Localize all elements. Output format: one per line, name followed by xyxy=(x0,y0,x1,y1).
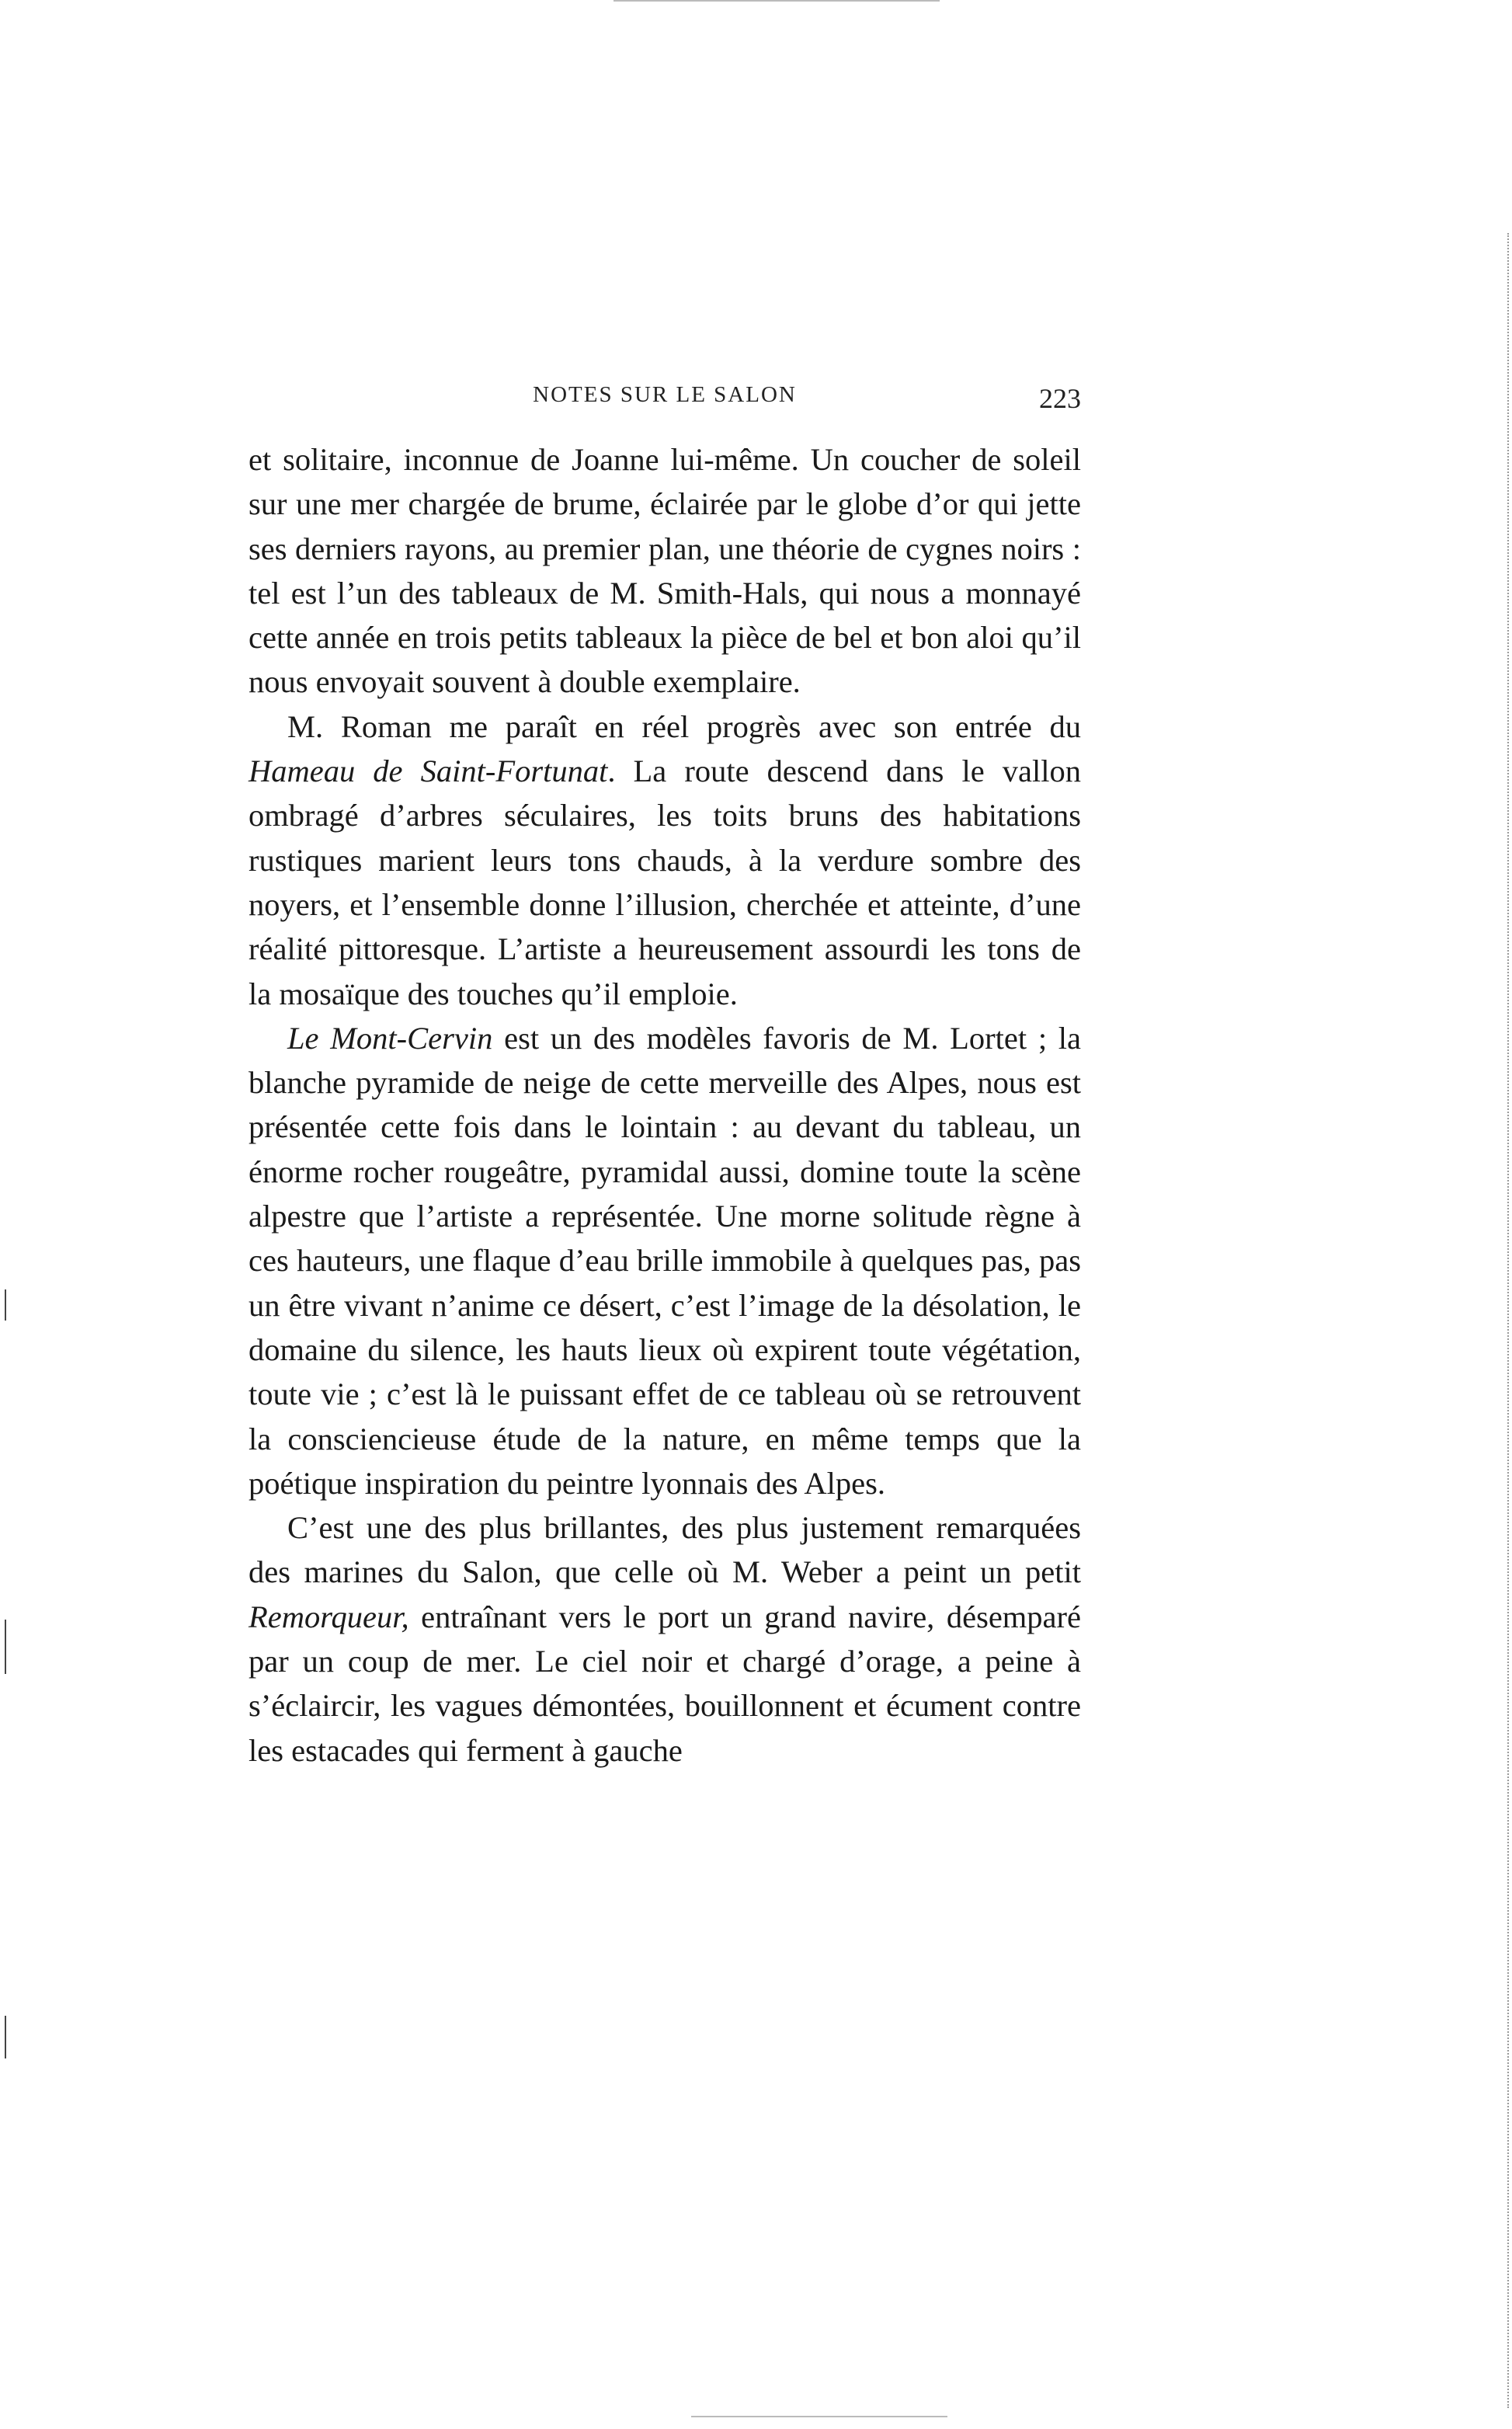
paragraph-3 xyxy=(249,1016,1081,1505)
artwork-title: Remorqueur, xyxy=(249,1599,409,1634)
paragraph-4 xyxy=(249,1505,1081,1773)
text-segment: entraînant vers le port un grand navire, désemparé par un coup de mer. Le ciel noir et chargé d’orage, a peine à s’éclaircir, les vagues démontées, bouillonnent et écument contre les estacades qui ferment à gauche xyxy=(249,1599,1081,1768)
running-title: NOTES SUR LE SALON xyxy=(533,382,797,407)
scan-mark-left-1 xyxy=(5,1289,6,1321)
artwork-title: Hameau de Saint-Fortunat xyxy=(249,753,608,789)
scan-mark-bottom xyxy=(691,2416,947,2417)
page-number: 223 xyxy=(1039,383,1081,414)
scan-mark-left-2 xyxy=(5,1620,6,1674)
scan-mark-left-3 xyxy=(5,2016,6,2058)
text-segment: est un des modèles favoris de M. Lortet ; la blanche pyramide de neige de cette merveille des Alpes, nous est présentée cette fois dans le lointain : au devant du tableau, un énorme rocher rougeâtre, pyramidal aussi, domine toute la scène alpestre que l’artiste a représentée. Une morne solitude règne à ces hauteurs, une flaque d’eau brille immobile à quelques pas, pas un être vivant n’anime ce désert, c’est l’image de la désolation, le domaine du silence, les hauts lieux où expirent toute végétation, toute vie ; c’est là le puissant effet de ce tableau où se retrouvent la consciencieuse étude de la nature, en même temps que la poétique inspiration du peintre lyonnais des Alpes. xyxy=(249,1020,1081,1501)
body-text xyxy=(249,437,1081,1773)
paragraph-1 xyxy=(249,437,1081,705)
text-segment: C’est une des plus brillantes, des plus justement remarquées des marines du Salon, que celle où M. Weber a peint un petit xyxy=(249,1510,1081,1590)
text-segment: . La route descend dans le vallon ombragé d’arbres séculaires, les toits bruns des habitations rustiques marient leurs tons chauds, à la verdure sombre des noyers, et l’ensemble donne l’illusion, cherchée et atteinte, d’une réalité pittoresque. L’artiste a heureusement assourdi les tons de la mosaïque des touches qu’il emploie. xyxy=(249,753,1081,1011)
artwork-title: Le Mont-Cervin xyxy=(287,1020,493,1056)
text-segment: M. Roman me paraît en réel progrès avec son entrée du xyxy=(287,708,1081,744)
paragraph-2 xyxy=(249,705,1081,1016)
scan-edge-right xyxy=(1501,233,1509,2408)
running-head xyxy=(249,382,1081,413)
scan-mark-top xyxy=(613,0,940,2)
text-segment: et solitaire, inconnue de Joanne lui-même. Un coucher de soleil sur une mer chargée de brume, éclairée par le globe d’or qui jette ses derniers rayons, au premier plan, une théorie de cygnes noirs : tel est l’un des tableaux de M. Smith-Hals, qui nous a monnayé cette année en trois petits tableaux la pièce de bel et bon aloi qu’il nous envoyait souvent à double exemplaire. xyxy=(249,442,1081,700)
